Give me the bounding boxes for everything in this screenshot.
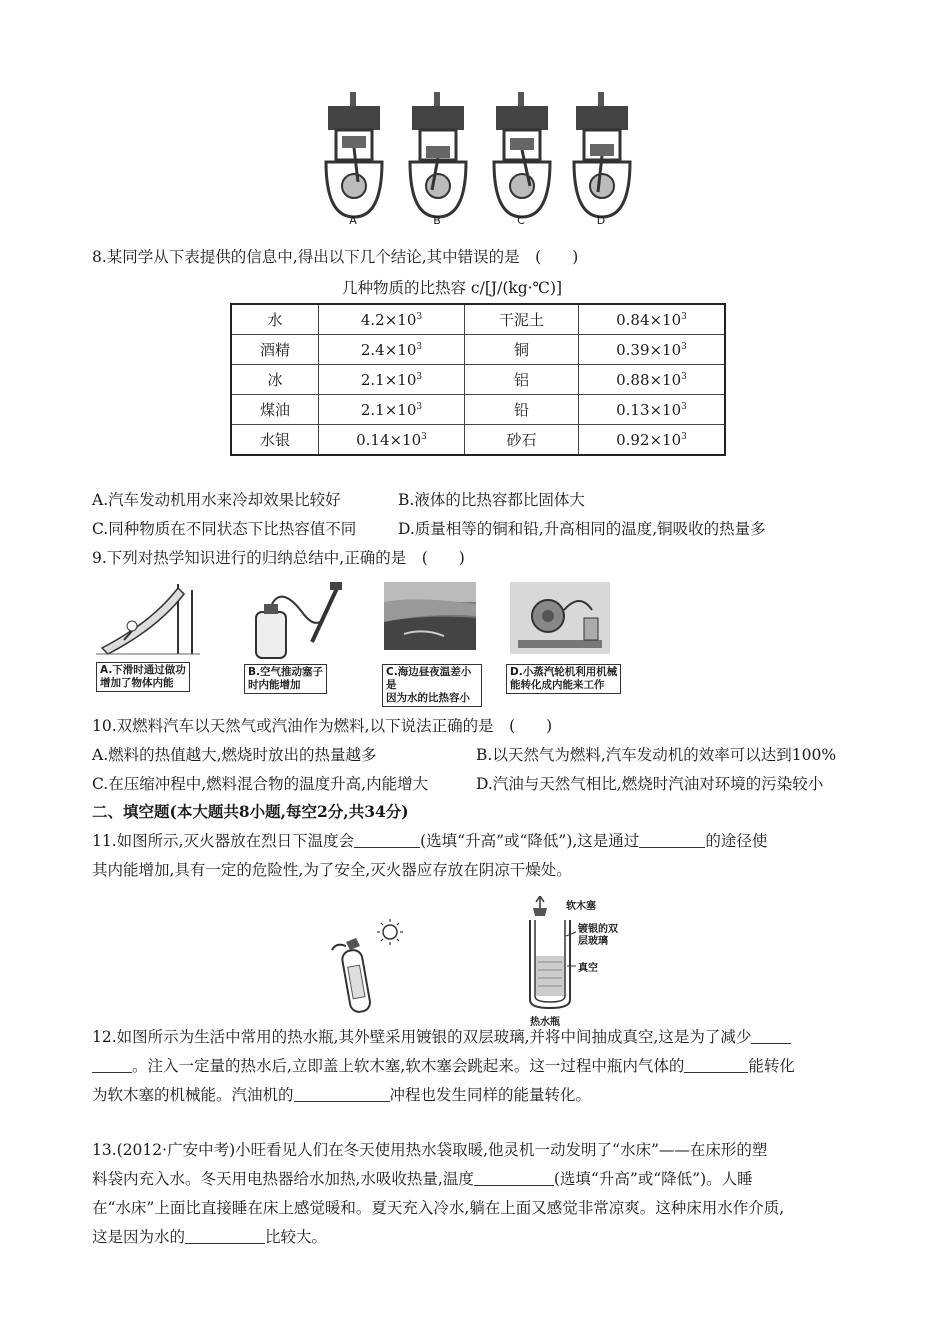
q8-option-b: B.液体的比热容都比固体大 (398, 491, 585, 509)
q8-option-d: D.质量相等的铜和铅,升高相同的温度,铜吸收的热量多 (398, 520, 766, 538)
q8-option-a: A.汽车发动机用水来冷却效果比较好 (92, 491, 341, 509)
bottle-pump-illustration (242, 582, 352, 662)
steam-turbine-photo (510, 582, 610, 654)
table-cell: $0.88\times 10^3$ (579, 365, 726, 395)
q10-option-c: C.在压缩冲程中,燃料混合物的温度升高,内能增大 (92, 775, 429, 793)
steam-turbine-image (506, 582, 626, 692)
question-13-line2: 料袋内充入水。冬天用电热器给水加热,水吸收热量,温度 (选填“升高”或“降低”)。人睡 (92, 1170, 753, 1188)
seaside-image (382, 582, 482, 704)
table-row (231, 395, 725, 425)
table-cell: 煤油 (231, 395, 319, 425)
table-cell: 铝 (465, 365, 579, 395)
seaside-photo (384, 582, 476, 650)
thermos-caption: 热水瓶 (530, 1017, 560, 1028)
table-cell: $0.84\times 10^3$ (579, 304, 726, 335)
slide-illustration (92, 582, 204, 657)
q10-option-d: D.汽油与天然气相比,燃烧时汽油对环境的污染较小 (476, 775, 824, 793)
answer-blank[interactable] (92, 1058, 132, 1073)
table-row (231, 304, 725, 335)
table-cell: $2.4\times 10^3$ (319, 335, 465, 365)
specific-heat-table (230, 303, 726, 456)
question-12-line3: 为软木塞的机械能。汽油机的 冲程也发生同样的能量转化。 (92, 1086, 592, 1104)
q8-option-c: C.同种物质在不同状态下比热容值不同 (92, 520, 357, 538)
table-row (231, 425, 725, 456)
table-cell: $0.14\times 10^3$ (319, 425, 465, 456)
engine-label-d: D (596, 214, 606, 227)
answer-blank[interactable] (751, 1029, 791, 1044)
bottle-pump-image (242, 582, 352, 692)
question-8-stem: 8.某同学从下表提供的信息中,得出以下几个结论,其中错误的是 ( ) (92, 248, 579, 266)
question-12-line1: 12.如图所示为生活中常用的热水瓶,其外壁采用镀银的双层玻璃,并将中间抽成真空,这是为了减少 (92, 1026, 791, 1048)
engine-label-a: A (349, 214, 357, 227)
table-cell: 水银 (231, 425, 319, 456)
table-cell: $0.13\times 10^3$ (579, 395, 726, 425)
table-cell: 酒精 (231, 335, 319, 365)
answer-blank[interactable] (354, 833, 420, 848)
answer-blank[interactable] (185, 1229, 265, 1244)
engine-label-c: C (517, 214, 525, 227)
table-cell: 铅 (465, 395, 579, 425)
answer-blank[interactable] (474, 1171, 554, 1186)
question-10-stem: 10.双燃料汽车以天然气或汽油作为燃料,以下说法正确的是 ( ) (92, 717, 553, 735)
question-11-line1: 11.如图所示,灭火器放在烈日下温度会 (选填“升高”或“降低”),这是通过 的途径使 (92, 832, 768, 850)
answer-blank[interactable] (639, 833, 705, 848)
caption-a: A.下滑时通过做功 增加了物体内能 (96, 662, 190, 692)
table-cell: 铜 (465, 335, 579, 365)
question-13-line3: 在“水床”上面比直接睡在床上感觉暖和。夏天充入冷水,躺在上面又感觉非常凉爽。这种床用水作介质, (92, 1199, 785, 1217)
table-cell: $2.1\times 10^3$ (319, 395, 465, 425)
engine-d-image (566, 92, 638, 232)
table-cell: 砂石 (465, 425, 579, 456)
caption-d: D.小蒸汽轮机利用机械 能转化成内能来工作 (506, 664, 621, 694)
engine-label-b: B (433, 214, 441, 227)
question-13-line1: 13.(2012·广安中考)小旺看见人们在冬天使用热水袋取暖,他灵机一动发明了“水床”——在床形的塑 (92, 1141, 768, 1159)
q10-option-b: B.以天然气为燃料,汽车发动机的效率可以达到100% (476, 746, 837, 764)
question-12-line2: 。注入一定量的热水后,立即盖上软木塞,软木塞会跳起来。这一过程中瓶内气体的 能转化 (92, 1055, 795, 1077)
answer-blank[interactable] (294, 1087, 390, 1102)
vacuum-label: 真空 (578, 963, 598, 974)
question-13-line4: 这是因为水的 比较大。 (92, 1228, 328, 1246)
slide-image (92, 582, 204, 692)
table-row (231, 365, 725, 395)
cork-label: 软木塞 (566, 901, 596, 912)
double-glass-label: 镀银的双 层玻璃 (578, 924, 618, 947)
table-cell: $4.2\times 10^3$ (319, 304, 465, 335)
caption-b: B.空气推动塞子 时内能增加 (244, 664, 327, 694)
table-cell: 水 (231, 304, 319, 335)
table-title: 几种物质的比热容 c/[J/(kg·℃)] (342, 279, 563, 297)
engine-a-image (318, 92, 390, 232)
engine-c-image (486, 92, 558, 232)
engine-b-image (402, 92, 474, 232)
table-cell: $0.92\times 10^3$ (579, 425, 726, 456)
sun-icon (383, 925, 397, 939)
caption-c: C.海边昼夜温差小是 因为水的比热容小 (382, 664, 482, 707)
table-cell: $2.1\times 10^3$ (319, 365, 465, 395)
table-cell: 干泥土 (465, 304, 579, 335)
table-cell: 冰 (231, 365, 319, 395)
question-11-line2: 其内能增加,具有一定的危险性,为了安全,灭火器应存放在阴凉干燥处。 (92, 861, 572, 879)
section-2-title: 二、填空题(本大题共8小题,每空2分,共34分) (92, 802, 409, 821)
thermos-bottle-image (520, 896, 580, 1016)
question-9-stem: 9.下列对热学知识进行的归纳总结中,正确的是 ( ) (92, 549, 465, 567)
answer-blank[interactable] (684, 1058, 748, 1073)
fire-extinguisher-image (328, 916, 408, 1016)
table-cell: $0.39\times 10^3$ (579, 335, 726, 365)
table-row (231, 335, 725, 365)
q10-option-a: A.燃料的热值越大,燃烧时放出的热量越多 (92, 746, 377, 764)
